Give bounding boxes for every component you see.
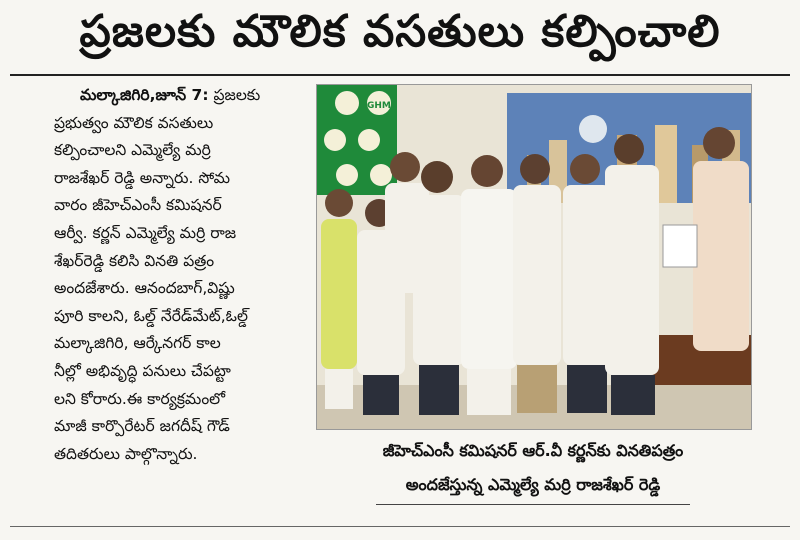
- person: [321, 189, 357, 409]
- caption-line: అందజేస్తున్న ఎమ్మెల్యే మర్రి రాజశేఖర్ రెడ్డి: [405, 475, 661, 494]
- group-photo-illustration: [317, 85, 751, 429]
- petition-paper: [663, 225, 697, 267]
- body-line: లని కోరారు.ఈ కార్యక్రమంలో: [54, 389, 226, 408]
- dateline: మల్కాజిగిరి,జూన్ 7:: [80, 86, 209, 104]
- ghmc-logo: [336, 164, 358, 186]
- body-line: నీల్లో అభివృద్ధి పనులు చేపట్టా: [54, 361, 231, 380]
- person: [563, 154, 611, 413]
- body-line: తదితరులు పాల్గొన్నారు.: [54, 444, 198, 463]
- person: [513, 154, 561, 413]
- headline: ప్రజలకు మౌలిక వసతులు కల్పించాలి: [79, 6, 721, 57]
- body-line: అందజేశారు. ఆనందబాగ్,విష్ణు: [54, 279, 235, 298]
- photo-caption: [316, 434, 750, 505]
- body-text: ప్రజలకు: [213, 86, 261, 104]
- body-line: ప్రభుత్వం మౌలిక వసతులు: [54, 113, 214, 132]
- body-line: వారం జీహెచ్ఎంసీ కమిషనర్: [54, 196, 222, 215]
- body-line: పూరి కాలని, ఓల్డ్ నేరేడ్‌మేట్,ఓల్డ్: [54, 306, 248, 325]
- news-photo: [316, 84, 752, 430]
- body-line: మాజీ కార్పొరేటర్ జగదీష్ గౌడ్: [54, 417, 230, 436]
- article-body: [54, 82, 304, 468]
- body-line: రాజశేఖర్ రెడ్డి అన్నారు. సోమ: [54, 168, 231, 187]
- body-line: శేఖర్‌రెడ్డి కలిసి వినతి పత్రం: [54, 251, 215, 270]
- ghmc-logo: [324, 129, 346, 151]
- ghmc-logo: [335, 91, 359, 115]
- body-line: మల్కాజిగిరి, ఆర్కేనగర్ కాల: [54, 334, 221, 353]
- person: [413, 161, 465, 415]
- body-line-1: [54, 82, 304, 110]
- body-line: కల్పించాలని ఎమ్మెల్యే మర్రి: [54, 141, 211, 160]
- bottom-rule: [10, 526, 790, 527]
- headline-rule: [10, 74, 790, 76]
- person: [605, 134, 659, 415]
- body-line: ఆర్వీ. కర్ణన్ ఎమ్మెల్యే మర్రి రాజ: [54, 223, 237, 242]
- ghmc-logo: [358, 129, 380, 151]
- person: [461, 155, 517, 415]
- caption-rule: [376, 504, 690, 505]
- ghmc-logo: [370, 164, 392, 186]
- ghmc-logo-text: GHMC: [367, 101, 398, 111]
- caption-line: జీహెచ్ఎంసీ కమిషనర్ ఆర్.వీ కర్ణన్‌కు వినతిపత్రం: [382, 441, 684, 460]
